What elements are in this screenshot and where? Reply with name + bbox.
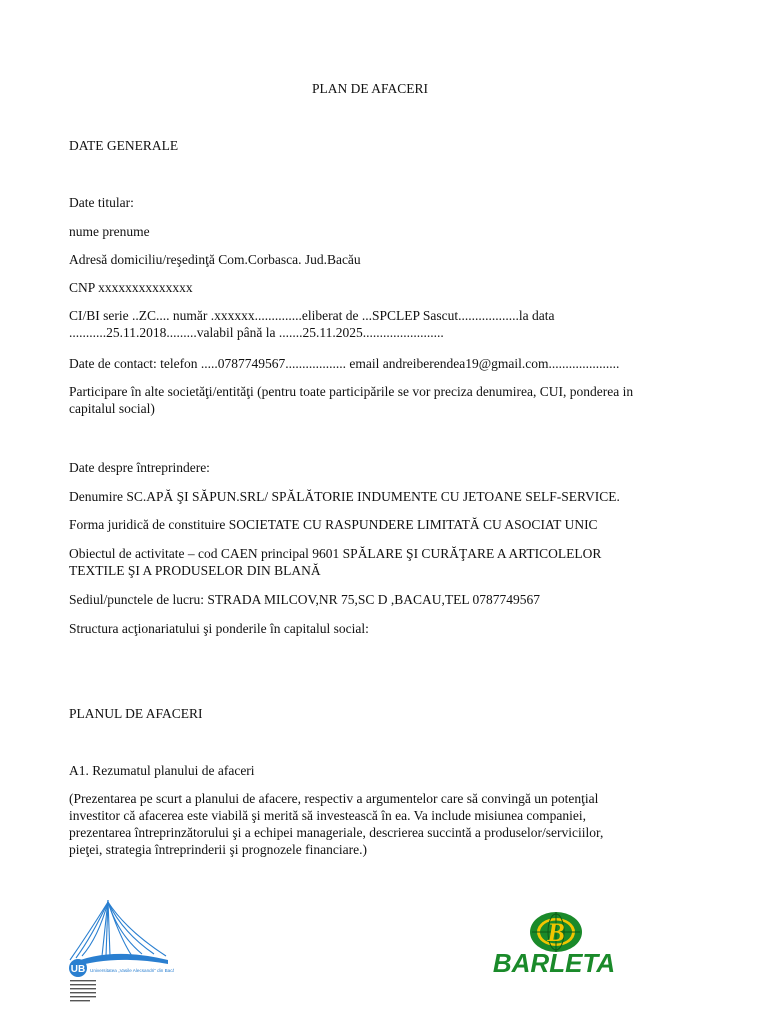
participation-line-1: Participare în alte societăţi/entităţi (pentru toate participările se vor preciza denumirea, CUI, ponderea in (69, 384, 634, 399)
general-heading: DATE GENERALE (69, 138, 179, 153)
company-legal-form: Forma juridică de constituire SOCIETATE CU RASPUNDERE LIMITATĂ CU ASOCIAT UNIC (69, 517, 598, 532)
university-logo-icon (62, 898, 174, 1004)
company-heading: Date despre întreprindere: (69, 460, 210, 475)
barleta-logo-icon (474, 910, 634, 978)
svg-text:BARLETA: BARLETA (492, 948, 616, 978)
holder-cnp: CNP xxxxxxxxxxxxxx (69, 280, 193, 295)
holder-name: nume prenume (69, 224, 150, 239)
company-structure: Structura acţionariatului şi ponderile în capitalul social: (69, 621, 369, 636)
id-line-1: CI/BI serie ..ZC.... număr .xxxxxx..............eliberat de ...SPCLEP Sascut..................la data (69, 308, 555, 323)
holder-contact: Date de contact: telefon .....0787749567.................. email andreiberendea19@gmail.com..................... (69, 356, 620, 371)
holder-id-card (69, 307, 729, 341)
a1-line-2: investitor că afacerea este viabilă şi merită să investească în ea. Va include misiunea companiei, (69, 808, 587, 823)
svg-text:B: B (547, 918, 565, 947)
a1-line-3: prezentarea întreprinzătorului şi a echipei manageriale, descrierea succintă a produselor/serviciilor, (69, 825, 604, 840)
holder-address: Adresă domiciliu/reşedinţă Com.Corbasca. Jud.Bacău (69, 252, 361, 267)
company-activity (69, 545, 729, 579)
participation-line-2: capitalul social) (69, 401, 155, 416)
a1-line-4: pieţei, strategia întreprinderii şi prognozele financiare.) (69, 842, 367, 857)
a1-heading: A1. Rezumatul planului de afaceri (69, 763, 255, 778)
company-name: Denumire SC.APĂ ŞI SĂPUN.SRL/ SPĂLĂTORIE INDUMENTE CU JETOANE SELF-SERVICE. (69, 489, 620, 504)
company-office: Sediul/punctele de lucru: STRADA MILCOV,NR 75,SC D ,BACAU,TEL 0787749567 (69, 592, 540, 607)
holder-participation (69, 383, 729, 417)
plan-heading: PLANUL DE AFACERI (69, 706, 203, 721)
document-title: PLAN DE AFACERI (311, 81, 428, 96)
a1-description (69, 790, 729, 858)
holder-heading: Date titular: (69, 195, 134, 210)
a1-line-1: (Prezentarea pe scurt a planului de afacere, respectiv a argumentelor care să convingă un potenţial (69, 791, 599, 806)
id-line-2: ...........25.11.2018.........valabil până la .......25.11.2025........................ (69, 325, 444, 340)
activity-line-1: Obiectul de activitate – cod CAEN principal 9601 SPĂLARE ŞI CURĂŢARE A ARTICOLELOR (69, 546, 602, 561)
svg-text:Universitatea „Vasile Alecsand: Universitatea „Vasile Alecsandri" din Bacău (90, 968, 174, 973)
activity-line-2: TEXTILE ŞI A PRODUSELOR DIN BLANĂ (69, 563, 321, 578)
svg-text:UB: UB (70, 964, 86, 975)
